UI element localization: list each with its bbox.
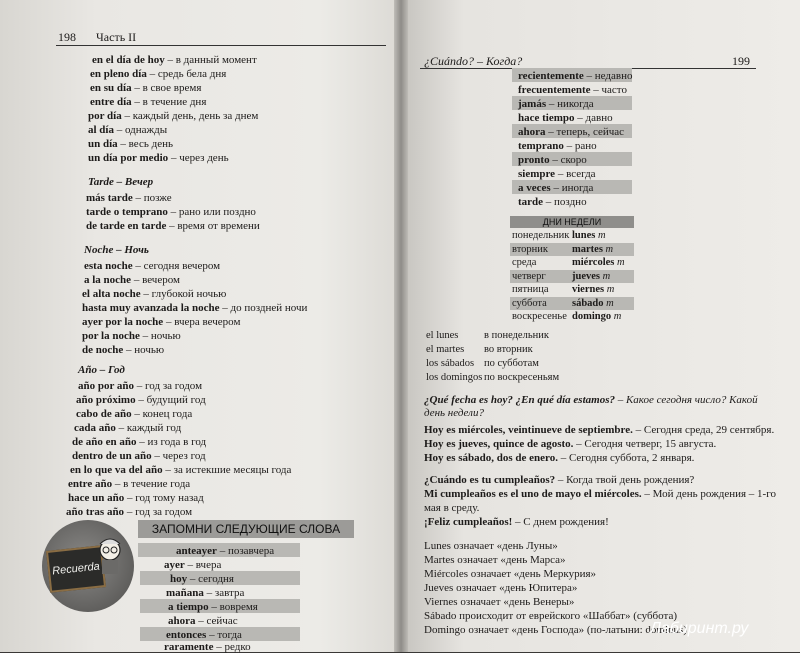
- week-table-title: ДНИ НЕДЕЛИ: [510, 216, 634, 228]
- greeting: ¡Feliz cumpleaños! – С днем рождения!: [424, 516, 609, 528]
- list-item: un día por medio – через день: [88, 152, 229, 164]
- list-item: el martes во вторник: [426, 344, 533, 355]
- right-running-head: ¿Cuándo? – Когда?: [424, 54, 523, 68]
- question-date: ¿Qué fecha es hoy? ¿En qué día estamos? – Какое сегодня число? Какой день недели?: [424, 394, 758, 419]
- etymology-line: Lunes означает «день Луны»: [424, 540, 558, 552]
- adverb-item: ahora – теперь, сейчас: [518, 126, 625, 138]
- professor-icon: [94, 536, 126, 576]
- list-item: cabo de año – конец года: [76, 408, 193, 420]
- list-item: de noche – ночью: [82, 344, 165, 356]
- list-item: esta noche – сегодня вечером: [84, 260, 221, 272]
- list-item: dentro de un año – через год: [72, 450, 206, 462]
- list-item: tarde o temprano – рано или поздно: [86, 206, 256, 218]
- adverb-item: jamás – никогда: [518, 98, 594, 110]
- section-heading-noche: Noche – Ночь: [84, 244, 149, 256]
- adverb-item: tarde – поздно: [518, 196, 587, 208]
- list-item: hace un año – год тому назад: [68, 492, 204, 504]
- list-item: en el día de hoy – в данный момент: [92, 54, 257, 66]
- list-item: año tras año – год за годом: [66, 506, 193, 518]
- answer-birthday: Mi cumpleaños es el uno de mayo el miércoles. – Мой день рождения – 1-го: [424, 488, 776, 500]
- list-item: de año en año – из года в год: [72, 436, 207, 448]
- list-item: de tarde en tarde – время от времени: [86, 220, 260, 232]
- table-row: понедельник lunes m: [512, 230, 606, 241]
- adverb-item: a veces – иногда: [518, 182, 594, 194]
- table-row: четверг jueves m: [512, 271, 611, 282]
- answer-line: Hoy es jueves, quince de agosto. – Сегодня четверг, 15 августа.: [424, 438, 717, 450]
- left-page-number: 198: [58, 30, 76, 44]
- etymology-line: Viernes означает «день Венеры»: [424, 596, 575, 608]
- list-item: ayer por la noche – вчера вечером: [82, 316, 241, 328]
- memo-item: hoy – сегодня: [170, 573, 234, 585]
- list-item: al día – однажды: [88, 124, 168, 136]
- table-row: пятница viernes m: [512, 284, 615, 295]
- list-item: año próximo – будущий год: [76, 394, 206, 406]
- memo-item: raramente – редко: [164, 641, 251, 653]
- list-item: a la noche – вечером: [84, 274, 180, 286]
- list-item: cada año – каждый год: [74, 422, 182, 434]
- answer-birthday-cont: мая в среду.: [424, 502, 480, 514]
- question-birthday: ¿Cuándo es tu cumpleaños? – Когда твой день рождения?: [424, 474, 695, 486]
- left-running-head: Часть II: [96, 30, 137, 44]
- section-heading-tarde: Tarde – Вечер: [88, 176, 154, 188]
- list-item: en su día – в свое время: [90, 82, 202, 94]
- list-item: año por año – год за годом: [78, 380, 203, 392]
- list-item: el alta noche – глубокой ночью: [82, 288, 227, 300]
- list-item: un día – весь день: [88, 138, 173, 150]
- etymology-line: Miércoles означает «день Меркурия»: [424, 568, 597, 580]
- memo-item: ahora – сейчас: [168, 615, 238, 627]
- section-heading-ano: Año – Год: [78, 364, 125, 376]
- adverb-item: hace tiempo – давно: [518, 112, 613, 124]
- memo-title: ЗАПОМНИ СЛЕДУЮЩИЕ СЛОВА: [138, 520, 354, 538]
- answer-line: Hoy es miércoles, veintinueve de septiembre. – Сегодня среда, 29 сентября.: [424, 424, 775, 436]
- labirint-watermark: Лабиринт.ру: [650, 620, 749, 637]
- etymology-line: Martes означает «день Марса»: [424, 554, 566, 566]
- list-item: por la noche – ночью: [82, 330, 181, 342]
- adverb-item: temprano – рано: [518, 140, 597, 152]
- right-page-number: 199: [732, 54, 750, 68]
- memo-item: entonces – тогда: [166, 629, 242, 641]
- list-item: los domingos по воскресеньям: [426, 372, 560, 383]
- table-row: вторник martes m: [512, 244, 614, 255]
- memo-item: ayer – вчера: [164, 559, 222, 571]
- list-item: el lunes в понедельник: [426, 330, 549, 341]
- list-item: más tarde – позже: [86, 192, 172, 204]
- etymology-line: Sábado происходит от еврейского «Шаббат» (суббота): [424, 610, 677, 622]
- list-item: por día – каждый день, день за днем: [88, 110, 259, 122]
- memo-item: a tiempo – вовремя: [168, 601, 258, 613]
- adverb-item: recientemente – недавно: [518, 70, 633, 82]
- adverb-item: siempre – всегда: [518, 168, 596, 180]
- list-item: en lo que va del año – за истекшие месяцы года: [70, 464, 292, 476]
- list-item: entre año – в течение года: [68, 478, 191, 490]
- etymology-line: Jueves означает «день Юпитера»: [424, 582, 578, 594]
- list-item: en pleno día – средь бела дня: [90, 68, 227, 80]
- left-header-rule: [56, 45, 386, 46]
- etymology-line: Domingo означает «день Господа» (по-латыни: dominus): [424, 624, 687, 636]
- table-row: суббота sábado m: [512, 298, 614, 309]
- table-row: воскресенье domingo m: [512, 311, 622, 322]
- adverb-item: frecuentemente – часто: [518, 84, 627, 96]
- list-item: los sábados по субботам: [426, 358, 539, 369]
- adverb-item: pronto – скоро: [518, 154, 587, 166]
- list-item: hasta muy avanzada la noche – до поздней ночи: [82, 302, 308, 314]
- answer-line: Hoy es sábado, dos de enero. – Сегодня суббота, 2 января.: [424, 452, 695, 464]
- memo-item: anteayer – позавчера: [176, 545, 275, 557]
- table-row: среда miércoles m: [512, 257, 625, 268]
- memo-item: mañana – завтра: [166, 587, 245, 599]
- list-item: entre día – в течение дня: [90, 96, 207, 108]
- badge-label: Recuerda: [51, 560, 101, 578]
